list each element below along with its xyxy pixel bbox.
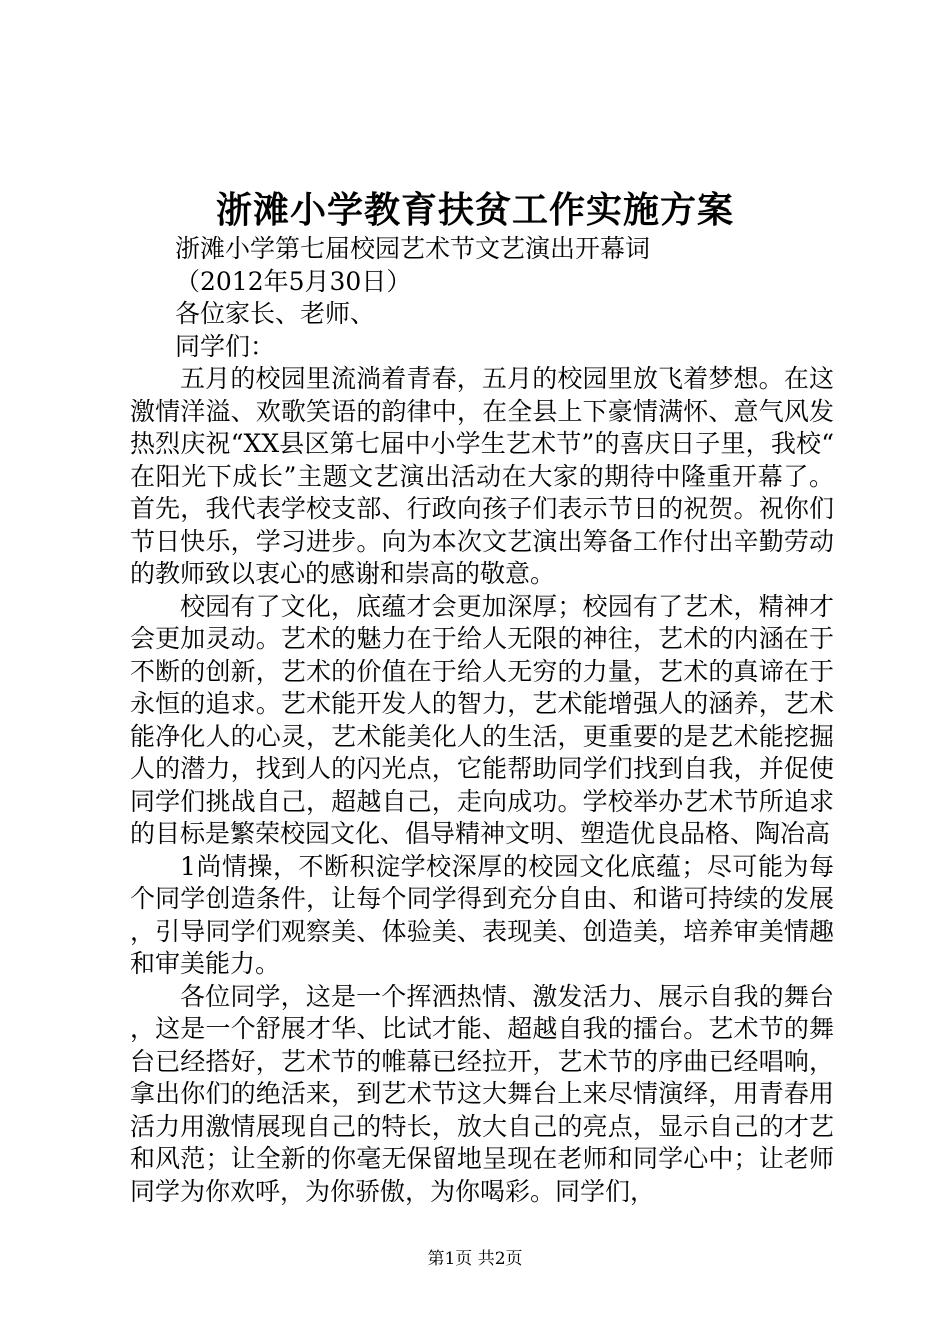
date-line: （2012年5月30日） (175, 266, 412, 296)
document-body (130, 233, 834, 1208)
body-paragraph: 1尚情操，不断积淀学校深厚的校园文化底蕴；尽可能为每个同学创造条件，让每个同学得到充分自由、和谐可持续的发展，引导同学们观察美、体验美、表现美、创造美，培养审美情趣和审美能力。 (130, 851, 834, 978)
body-paragraph: 各位同学，这是一个挥洒热情、激发活力、展示自我的舞台，这是一个舒展才华、比试才能、超越自我的擂台。艺术节的舞台已经搭好，艺术节的帷幕已经拉开，艺术节的序曲已经唱响，拿出你们的绝活来，到艺术节这大舞台上来尽情演绎，用青春用活力用激情展现自己的特长，放大自己的亮点，显示自己的才艺和风范；让全新的你毫无保留地呈现在老师和同学心中；让老师同学为你欢呼，为你骄傲，为你喝彩。同学们， (130, 981, 834, 1206)
document-title: 浙滩小学教育扶贫工作实施方案 (215, 189, 734, 231)
body-paragraph: 五月的校园里流淌着青春，五月的校园里放飞着梦想。在这激情洋溢、欢歌笑语的韵律中，在全县上下豪情满怀、意气风发热烈庆祝“XX县区第七届中小学生艺术节”的喜庆日子里，我校“在阳光下成长”主题文艺演出活动在大家的期待中隆重开幕了。首先，我代表学校支部、行政向孩子们表示节日的祝贺。祝你们节日快乐，学习进步。向为本次文艺演出筹备工作付出辛勤劳动的教师致以衷心的感谢和崇高的敬意。 (130, 364, 834, 588)
body-paragraph: 校园有了文化，底蕴才会更加深厚；校园有了艺术，精神才会更加灵动。艺术的魅力在于给人无限的神往，艺术的内涵在于不断的创新，艺术的价值在于给人无穷的力量，艺术的真谛在于永恒的追求。艺术能开发人的智力，艺术能增强人的涵养，艺术能净化人的心灵，艺术能美化人的生活，更重要的是艺术能挖掘人的潜力，找到人的闪光点，它能帮助同学们找到自我，并促使同学们挑战自己，超越自己，走向成功。学校举办艺术节所追求的目标是繁荣校园文化、倡导精神文明、塑造优良品格、陶冶高 (130, 591, 834, 848)
subtitle-line: 浙滩小学第七届校园艺术节文艺演出开幕词 (175, 234, 651, 263)
salutation-line: 各位家长、老师、 (175, 299, 376, 328)
page-footer: 第1页 共2页 (427, 1249, 523, 1269)
salutation-line: 同学们： (175, 331, 276, 361)
